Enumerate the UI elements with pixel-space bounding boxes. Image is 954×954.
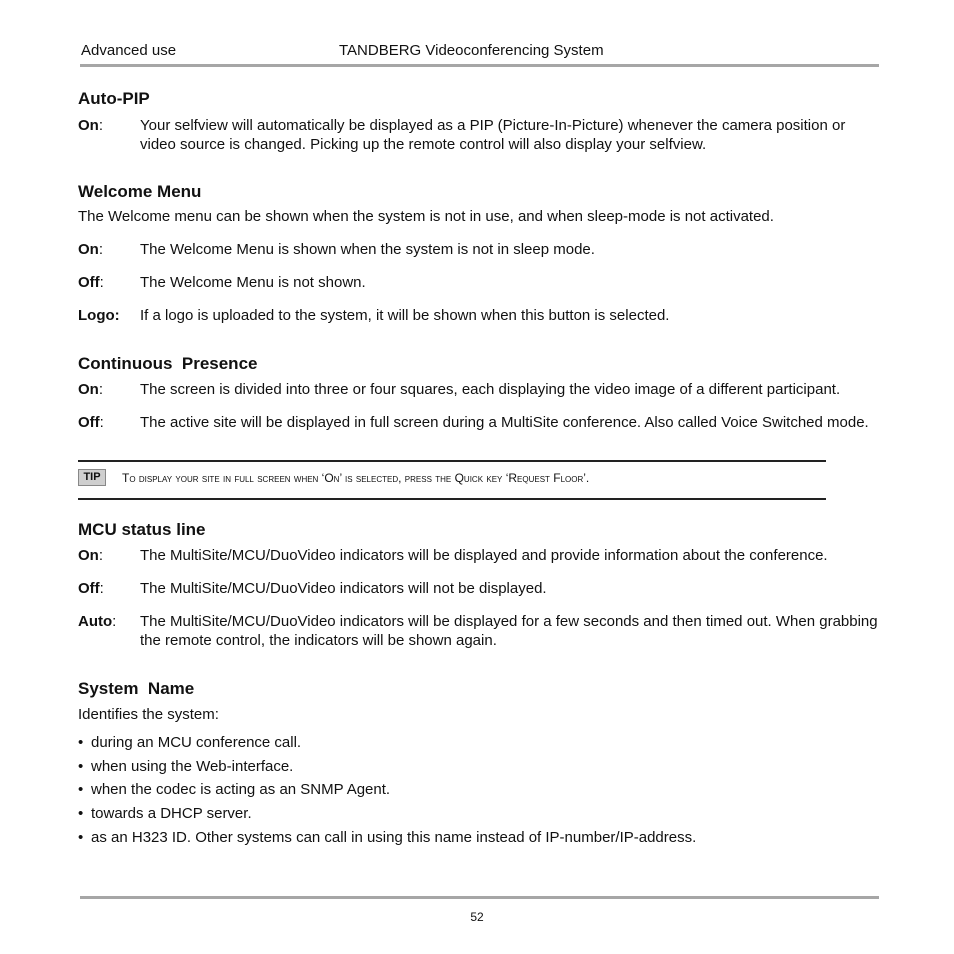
list-item [78, 733, 301, 752]
welcome-menu-off-description: The Welcome Menu is not shown. [140, 274, 366, 291]
mcu-status-off-description: The MultiSite/MCU/DuoVideo indicators will not be displayed. [140, 580, 547, 597]
term-label: On: [78, 547, 104, 564]
term-label: Off: [78, 274, 104, 291]
term-label: Auto: [78, 613, 117, 630]
term-on: On [78, 381, 99, 398]
term-label: Off: [78, 580, 104, 597]
list-item-text: when using the Web-interface. [91, 758, 294, 775]
term-on: On [78, 547, 99, 564]
bullet-marker: • [78, 734, 84, 751]
welcome-menu-intro: The Welcome menu can be shown when the system is not in use, and when sleep-mode is not activated. [78, 208, 774, 225]
tip-text: To display your site in full screen when ‘On’ is selected, press the Quick key ‘Request Floor’. [122, 471, 590, 485]
term-label: Off: [78, 414, 104, 431]
term-label: On: [78, 117, 104, 134]
page-number: 52 [470, 910, 484, 924]
list-item [78, 828, 696, 847]
system-name-intro: Identifies the system: [78, 706, 219, 723]
list-item-text: during an MCU conference call. [91, 734, 302, 751]
header-rule [80, 64, 879, 67]
list-item [78, 804, 252, 823]
mcu-status-on-description: The MultiSite/MCU/DuoVideo indicators will be displayed and provide information about the conference. [140, 547, 828, 564]
heading-continuous-presence: Continuous Presence [78, 354, 258, 373]
bullet-marker: • [78, 781, 84, 798]
heading-welcome-menu: Welcome Menu [78, 182, 202, 201]
term-label: On: [78, 381, 104, 398]
term-on: On [78, 241, 99, 258]
list-item-text: as an H323 ID. Other systems can call in using this name instead of IP-number/IP-address. [91, 829, 697, 846]
footer-rule [80, 896, 879, 899]
term-off: Off [78, 274, 100, 291]
bullet-marker: • [78, 829, 84, 846]
list-item [78, 780, 390, 799]
list-item [78, 757, 293, 776]
bullet-marker: • [78, 758, 84, 775]
tip-box [78, 460, 826, 500]
heading-auto-pip: Auto-PIP [78, 89, 150, 108]
term-on: On [78, 117, 99, 134]
term-auto: Auto [78, 613, 113, 630]
heading-system-name: System Name [78, 679, 195, 698]
header-section-title: Advanced use [81, 42, 177, 59]
list-item-text: when the codec is acting as an SNMP Agent. [91, 781, 391, 798]
term-label [78, 306, 120, 325]
welcome-menu-on-description: The Welcome Menu is shown when the system is not in sleep mode. [140, 241, 595, 258]
term-off: Off [78, 414, 100, 431]
heading-mcu-status-line: MCU status line [78, 520, 206, 539]
continuous-presence-off-description: The active site will be displayed in full screen during a MultiSite conference. Also called Voice Switched mode. [140, 414, 869, 431]
tip-badge: TIP [78, 469, 106, 486]
list-item-text: towards a DHCP server. [91, 805, 252, 822]
mcu-status-auto-description: The MultiSite/MCU/DuoVideo indicators will be displayed for a few seconds and then timed out. When grabbing the remote control, the indicators will be shown again. [140, 613, 878, 649]
term-off: Off [78, 580, 100, 597]
bullet-marker: • [78, 805, 84, 822]
auto-pip-on-description: Your selfview will automatically be displayed as a PIP (Picture-In-Picture) whenever the camera position or video source is changed. Picking up the remote control will also display your selfview. [140, 117, 846, 153]
header-product-title: TANDBERG Videoconferencing System [339, 42, 604, 59]
welcome-menu-logo-description: If a logo is uploaded to the system, it will be shown when this button is selected. [140, 307, 670, 324]
continuous-presence-on-description: The screen is divided into three or four squares, each displaying the video image of a different participant. [140, 381, 841, 398]
term-logo: Logo: [78, 307, 120, 324]
term-label: On: [78, 241, 104, 258]
